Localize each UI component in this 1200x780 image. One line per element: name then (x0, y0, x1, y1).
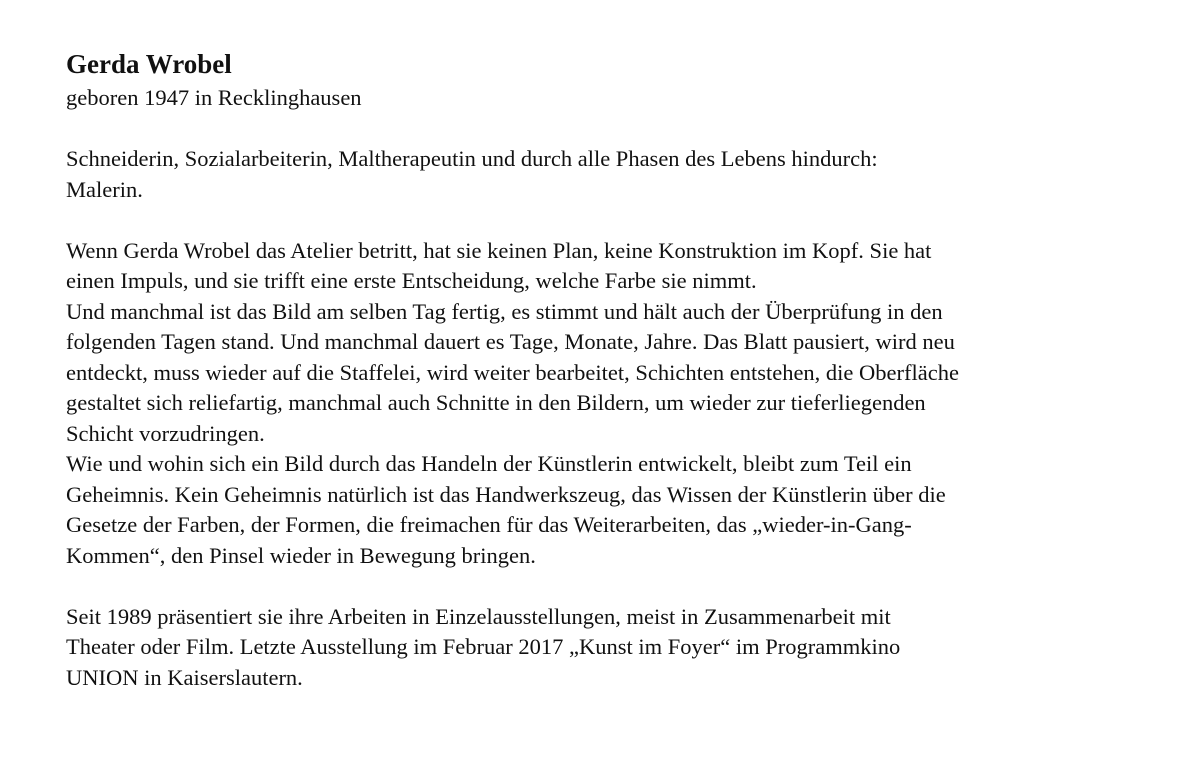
paragraph-gap (66, 114, 1176, 145)
text-line: Wie und wohin sich ein Bild durch das Handeln der Künstlerin entwickelt, bleibt zum Teil ein (66, 451, 912, 476)
professions-paragraph (66, 144, 1176, 205)
text-line: folgenden Tagen stand. Und manchmal dauert es Tage, Monate, Jahre. Das Blatt pausiert, wird neu (66, 329, 955, 354)
text-line: Schneiderin, Sozialarbeiterin, Maltherapeutin und durch alle Phasen des Lebens hindurch: (66, 146, 878, 171)
text-line: einen Impuls, und sie trifft eine erste Entscheidung, welche Farbe sie nimmt. (66, 268, 757, 293)
text-line: Kommen“, den Pinsel wieder in Bewegung bringen. (66, 542, 536, 568)
text-line: Gesetze der Farben, der Formen, die freimachen für das Weiterarbeiten, das „wieder-in-Gang- (66, 512, 912, 537)
text-line: UNION in Kaiserslautern. (66, 664, 303, 690)
text-line: Und manchmal ist das Bild am selben Tag fertig, es stimmt und hält auch der Überprüfung in den (66, 298, 943, 324)
paragraph-gap (66, 205, 1176, 236)
document-page (66, 48, 1176, 693)
text-line: Theater oder Film. Letzte Ausstellung im Februar 2017 „Kunst im Foyer“ im Programmkino (66, 634, 901, 659)
exhibitions-paragraph (66, 602, 1176, 694)
description-paragraph (66, 236, 1176, 572)
text-line: Seit 1989 präsentiert sie ihre Arbeiten in Einzelausstellungen, meist in Zusammenarbeit mit (66, 603, 891, 629)
text-line: Wenn Gerda Wrobel das Atelier betritt, hat sie keinen Plan, keine Konstruktion im Kopf. Sie hat (66, 237, 932, 263)
paragraph-gap (66, 571, 1176, 602)
artist-name: Gerda Wrobel (66, 49, 232, 79)
birth-info: geboren 1947 in Recklinghausen (66, 85, 362, 110)
text-line: Schicht vorzudringen. (66, 420, 265, 446)
text-line: Malerin. (66, 176, 143, 202)
text-line: gestaltet sich reliefartig, manchmal auch Schnitte in den Bildern, um wieder zur tieferliegenden (66, 390, 926, 415)
text-line: Geheimnis. Kein Geheimnis natürlich ist das Handwerkszeug, das Wissen der Künstlerin über die (66, 481, 946, 507)
text-line: entdeckt, muss wieder auf die Staffelei, wird weiter bearbeitet, Schichten entstehen, die Oberfläche (66, 359, 959, 385)
